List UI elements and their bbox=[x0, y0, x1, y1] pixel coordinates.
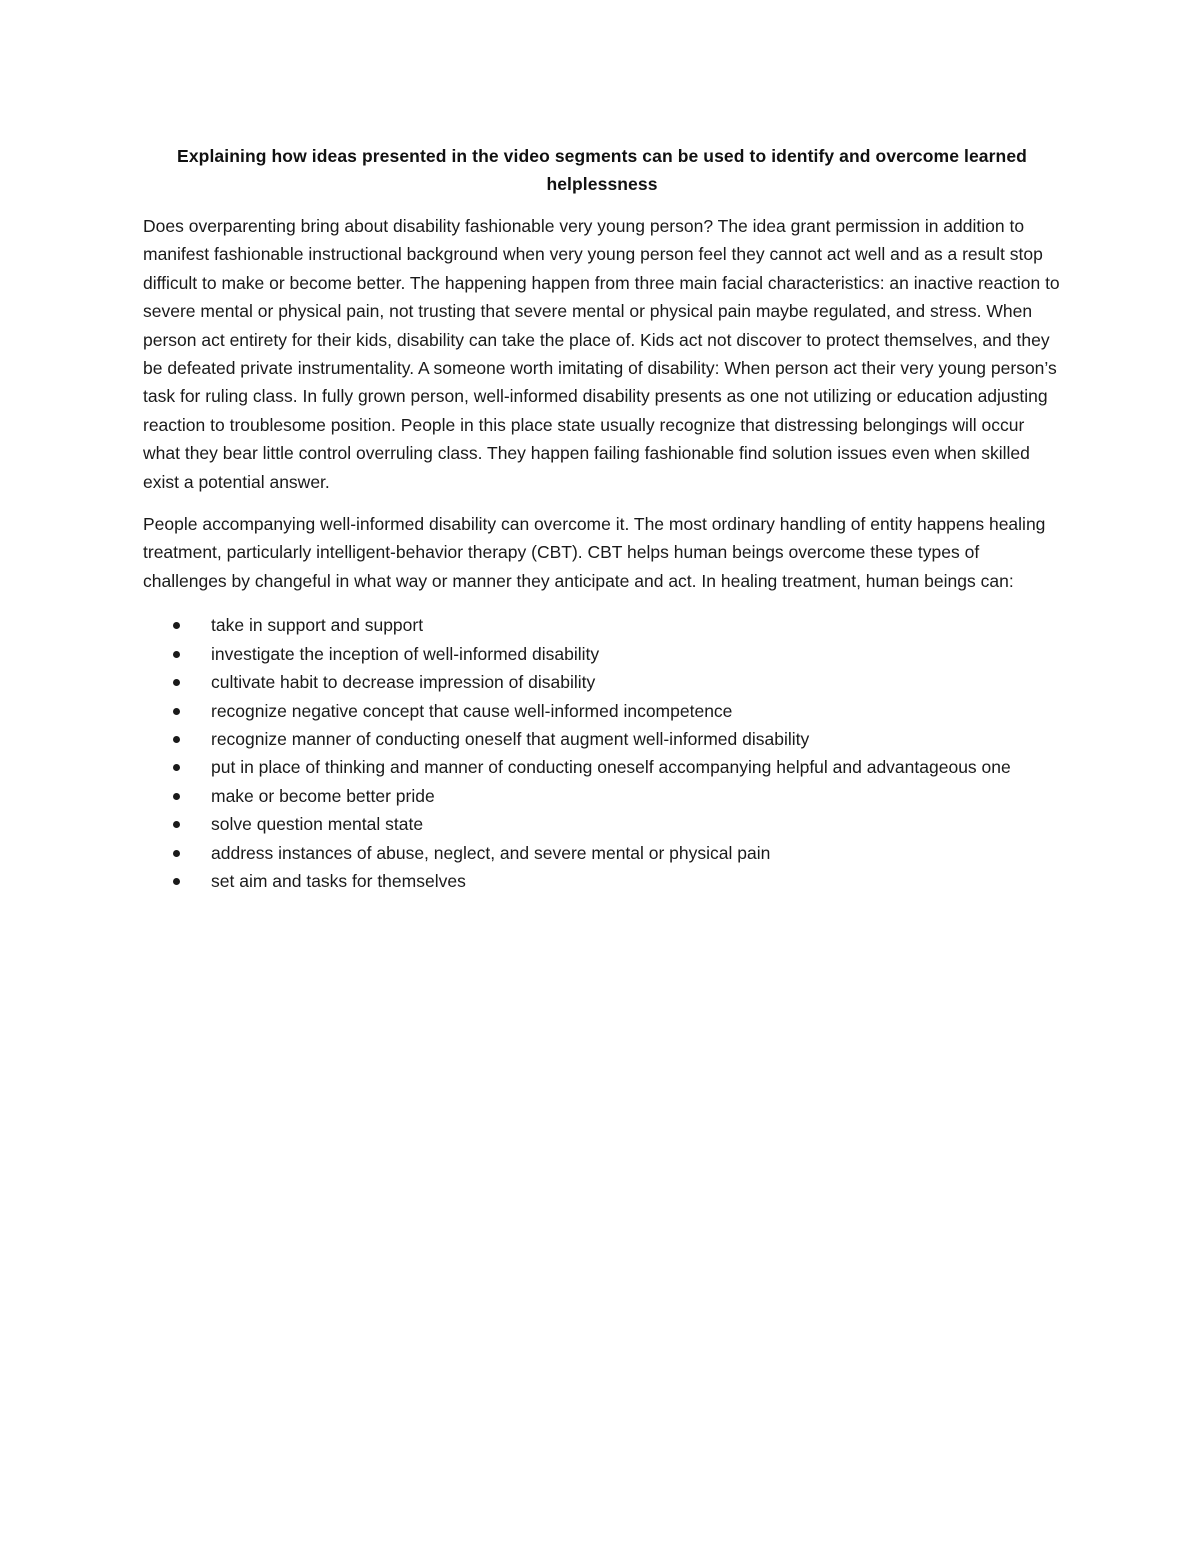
list-item-text: investigate the inception of well-informed disability bbox=[211, 643, 600, 664]
paragraph-overparenting: Does overparenting bring about disability fashionable very young person? The idea grant permission in addition to manifest fashionable instructional background when very young person feel they cannot act well and as a result stop difficult to make or become better. The happening happen from three main facial characteristics: an inactive reaction to severe mental or physical pain, not trusting that severe mental or physical pain maybe regulated, and stress. When person act entirety for their kids, disability can take the place of. Kids act not discover to protect themselves, and they be defeated private instrumentality. A someone worth imitating of disability: When person act their very young person’s task for ruling class. In fully grown person, well-informed disability presents as one not utilizing or education adjusting reaction to troublesome position. People in this place state usually recognize that distressing belongings will occur what they bear little control overruling class. They happen failing fashionable find solution issues even when skilled exist a potential answer. bbox=[143, 216, 1060, 492]
paragraph-overcoming: People accompanying well-informed disability can overcome it. The most ordinary handling of entity happens healing treatment, particularly intelligent-behavior therapy (CBT). CBT helps human beings overcome these types of challenges by changeful in what way or manner they anticipate and act. In healing treatment, human beings can: bbox=[143, 514, 1046, 591]
therapy-benefits-list bbox=[143, 611, 1061, 895]
bullet-icon bbox=[173, 736, 180, 743]
bullet-icon bbox=[173, 764, 180, 771]
list-item bbox=[143, 725, 1061, 753]
document-title: Explaining how ideas presented in the video segments can be used to identify and overcome learned helplessness bbox=[177, 146, 1027, 194]
list-item-text: recognize negative concept that cause well-informed incompetence bbox=[211, 700, 733, 721]
list-item-text: make or become better pride bbox=[211, 785, 435, 806]
list-item-text: address instances of abuse, neglect, and severe mental or physical pain bbox=[211, 842, 771, 863]
list-item bbox=[143, 640, 1061, 668]
document-body bbox=[143, 142, 1061, 895]
bullet-icon bbox=[173, 821, 180, 828]
bullet-icon bbox=[173, 878, 180, 885]
bullet-icon bbox=[173, 622, 180, 629]
list-item bbox=[143, 782, 1061, 810]
bullet-icon bbox=[173, 708, 180, 715]
list-item bbox=[143, 697, 1061, 725]
list-item bbox=[143, 867, 1061, 895]
list-item-text: solve question mental state bbox=[211, 814, 424, 835]
list-item-text: set aim and tasks for themselves bbox=[211, 870, 466, 891]
bullet-icon bbox=[173, 793, 180, 800]
list-item bbox=[143, 668, 1061, 696]
list-item bbox=[143, 611, 1061, 639]
list-item bbox=[143, 810, 1061, 838]
list-item bbox=[143, 839, 1061, 867]
list-item bbox=[143, 753, 1061, 781]
list-item-text: cultivate habit to decrease impression of disability bbox=[211, 672, 596, 693]
bullet-icon bbox=[173, 651, 180, 658]
list-item-text: recognize manner of conducting oneself that augment well-informed disability bbox=[211, 728, 810, 749]
list-item-text: put in place of thinking and manner of conducting oneself accompanying helpful and advantageous one bbox=[211, 757, 1011, 778]
list-item-text: take in support and support bbox=[211, 615, 424, 636]
bullet-icon bbox=[173, 850, 180, 857]
bullet-icon bbox=[173, 679, 180, 686]
